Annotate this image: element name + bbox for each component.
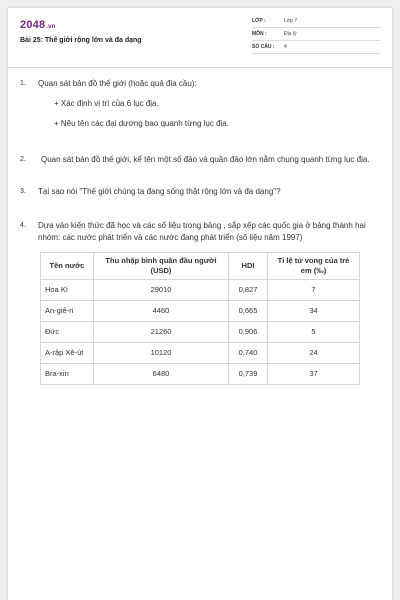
- sub-item: + Xác định vị trí của 6 lục địa.: [54, 99, 159, 108]
- table-cell: 21260: [94, 322, 229, 343]
- meta-row-question-count: [252, 43, 380, 54]
- question-number: 1.: [20, 80, 26, 87]
- table-cell: 7: [268, 280, 360, 301]
- table-cell: 4460: [94, 301, 229, 322]
- table-cell: Bra-xin: [41, 364, 94, 385]
- table-row: [41, 322, 360, 343]
- table-header-row: [41, 253, 360, 280]
- column-header: HDI: [229, 253, 268, 280]
- question-text: Quan sát bản đồ thế giới, kể tên một số đảo và quần đảo lớn nằm chung quanh từng lục địa.: [41, 155, 370, 164]
- question-text: Dựa vào kiến thức đã học và các số liệu trong bảng , sắp xếp các quốc gia ở bảng thành hai nhóm: các nước phát triển và các nước đang phát triển (số liệu năm 1997): [38, 221, 366, 242]
- question-1: [20, 78, 380, 130]
- meta-row-class: [252, 17, 380, 28]
- question-text: Quan sát bản đồ thế giới (hoặc quả địa cầu):: [38, 79, 197, 88]
- meta-row-subject: [252, 30, 380, 41]
- question-number: 3.: [20, 188, 26, 195]
- table-cell: 0,739: [229, 364, 268, 385]
- table-cell: A-rập Xê-út: [41, 343, 94, 364]
- table-cell: 0,827: [229, 280, 268, 301]
- worksheet-page: [8, 8, 392, 600]
- logo-main: 2048: [20, 19, 46, 31]
- table-row: [41, 280, 360, 301]
- lesson-title: Bài 25: Thế giới rộng lớn và đa dạng: [20, 37, 142, 44]
- table-cell: 6480: [94, 364, 229, 385]
- table-cell: An-giê-ri: [41, 301, 94, 322]
- table-row: [41, 343, 360, 364]
- table-cell: 0,740: [229, 343, 268, 364]
- table-cell: 29010: [94, 280, 229, 301]
- meta-key: SỐ CÂU :: [252, 44, 275, 50]
- question-list: [20, 78, 380, 401]
- question-3: [20, 186, 380, 198]
- question-number: 4.: [20, 222, 26, 229]
- table-cell: 34: [268, 301, 360, 322]
- site-logo[interactable]: [20, 19, 56, 31]
- lesson-meta: [252, 17, 380, 56]
- question-number: 2.: [20, 156, 26, 163]
- table-cell: Hoa Kì: [41, 280, 94, 301]
- table-cell: 24: [268, 343, 360, 364]
- meta-value: Địa lý: [284, 31, 297, 37]
- column-header: Tỉ lệ tử vong của trẻ em (‰): [268, 253, 360, 280]
- country-data-table: [40, 252, 360, 385]
- question-4: [20, 220, 380, 385]
- meta-value: 4: [284, 44, 287, 50]
- meta-key: MÔN :: [252, 31, 267, 37]
- table-cell: Đức: [41, 322, 94, 343]
- question-2: [20, 154, 380, 166]
- table-cell: 37: [268, 364, 360, 385]
- column-header: Tên nước: [41, 253, 94, 280]
- header-divider: [8, 67, 392, 68]
- sub-item: + Nêu tên các đại dương bao quanh từng lục địa.: [54, 119, 229, 128]
- column-header: Thu nhập bình quân đầu người (USD): [94, 253, 229, 280]
- table-cell: 10120: [94, 343, 229, 364]
- logo-suffix: .vn: [46, 24, 56, 30]
- table-cell: 0,906: [229, 322, 268, 343]
- table-row: [41, 301, 360, 322]
- table-cell: 5: [268, 322, 360, 343]
- meta-value: Lớp 7: [284, 18, 298, 24]
- table-row: [41, 364, 360, 385]
- meta-key: LỚP :: [252, 18, 266, 24]
- table-cell: 0,665: [229, 301, 268, 322]
- page-header: [8, 8, 392, 68]
- question-text: Tại sao nói "Thế giới chúng ta đang sống thật rộng lớn và đa dạng"?: [38, 187, 281, 196]
